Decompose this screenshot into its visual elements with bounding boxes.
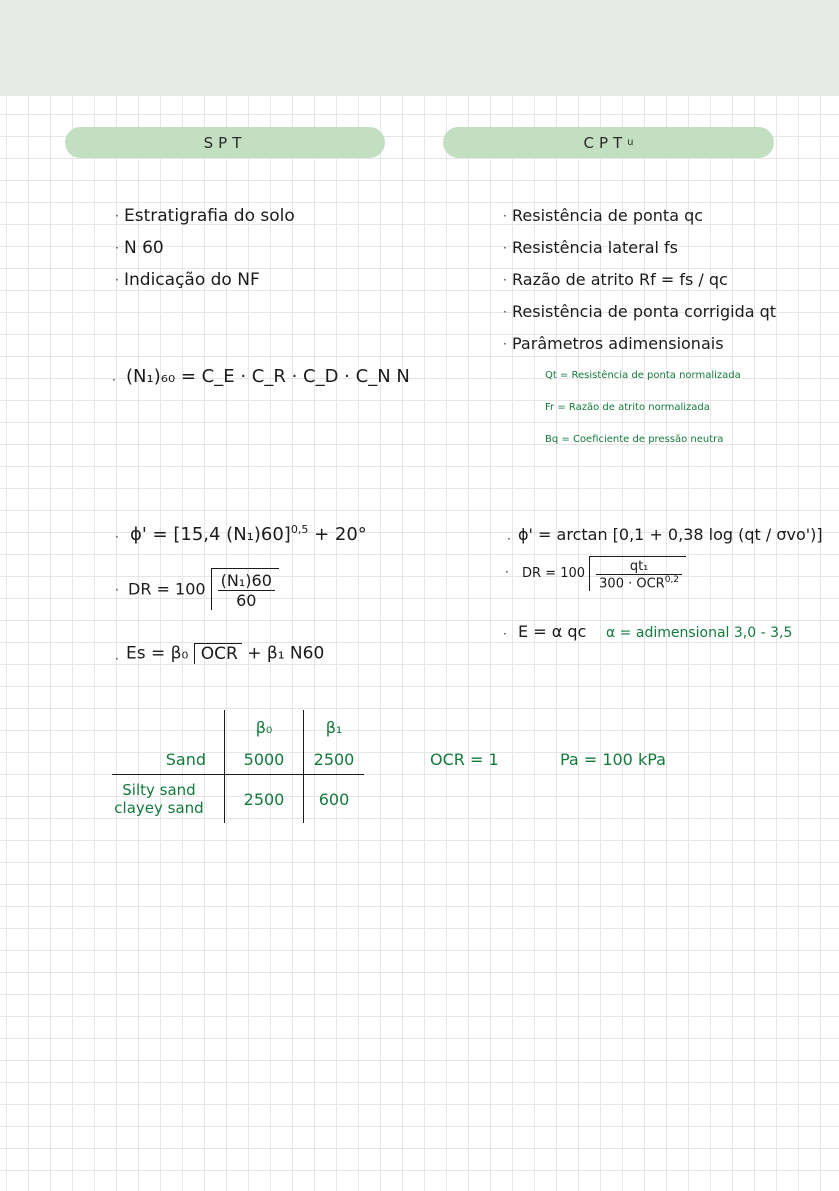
table-cell: 600: [304, 775, 365, 824]
phi-spt-exponent: 0,5: [290, 523, 309, 536]
bullet-dot: ·: [115, 241, 119, 255]
dr-spt-lhs: DR = 100: [128, 579, 206, 599]
formula-es: [126, 643, 324, 664]
es-tail: + β₁ N60: [247, 643, 325, 664]
cpt-item-5: Parâmetros adimensionais: [512, 334, 724, 353]
bullet-dot: ·: [507, 532, 511, 546]
bullet-dot: ·: [115, 652, 119, 666]
sqrt-symbol: [194, 643, 242, 664]
note-pa: Pa = 100 kPa: [560, 750, 666, 769]
cpt-header-label: CPT: [583, 133, 628, 152]
phi-spt-tail: + 20°: [314, 524, 367, 545]
bullet-dot: ·: [503, 305, 507, 319]
bullet-dot: ·: [503, 627, 507, 641]
top-band: [0, 0, 839, 96]
cpt-item-4: Resistência de ponta corrigida qt: [512, 302, 777, 321]
bullet-dot: ·: [503, 273, 507, 287]
dr-spt-numerator: (N₁)60: [218, 571, 275, 591]
sqrt-symbol: [211, 568, 279, 610]
dr-cpt-numerator: qt₁: [596, 559, 682, 575]
bullet-dot: ·: [115, 530, 119, 544]
table-cell: 5000: [225, 744, 304, 775]
dr-cpt-lhs: DR = 100: [522, 566, 586, 582]
phi-spt-main: ϕ' = [15,4 (N₁)60]: [130, 524, 291, 545]
dr-spt-denominator: 60: [236, 591, 257, 610]
note-ocr: OCR = 1: [430, 750, 499, 769]
bullet-dot: ·: [115, 583, 119, 597]
cpt-item-3: Razão de atrito Rf = fs / qc: [512, 270, 728, 289]
bullet-dot: ·: [503, 241, 507, 255]
table-header-b0: β₀: [225, 710, 304, 744]
cpt-param-qt: Qt = Resistência de ponta normalizada: [545, 370, 741, 381]
formula-e-cpt: E = α qc: [518, 622, 587, 641]
cpt-item-1: Resistência de ponta qc: [512, 206, 704, 225]
cpt-param-bq: Bq = Coeficiente de pressão neutra: [545, 434, 724, 445]
table-row-label: Silty sand clayey sand: [114, 781, 204, 817]
bullet-dot: ·: [503, 209, 507, 223]
spt-item-1: Estratigrafia do solo: [124, 206, 295, 226]
es-lhs: Es = β₀: [126, 643, 189, 664]
dr-cpt-den-text: 300 · OCR: [599, 576, 665, 592]
spt-item-3: Indicação do NF: [124, 270, 260, 290]
cpt-header-subscript: u: [627, 137, 634, 148]
dr-cpt-exponent: 0,2: [664, 575, 680, 585]
table-cell: 2500: [225, 775, 304, 824]
formula-dr-cpt: [522, 556, 686, 591]
table-row-label: Sand: [112, 744, 225, 775]
dr-cpt-fraction: [596, 559, 682, 591]
formula-n160: (N₁)₆₀ = C_E · C_R · C_D · C_N N: [126, 366, 410, 387]
bullet-dot: ·: [112, 373, 116, 387]
spt-item-2: N 60: [124, 238, 164, 258]
formula-phi-cpt: ϕ' = arctan [0,1 + 0,38 log (qt / σvo')]: [518, 525, 823, 544]
dr-spt-fraction: [218, 571, 275, 610]
cpt-item-2: Resistência lateral fs: [512, 238, 678, 257]
spt-header: [65, 127, 385, 158]
alpha-note: α = adimensional 3,0 - 3,5: [606, 625, 793, 641]
table-corner: [112, 710, 225, 744]
bullet-dot: ·: [503, 337, 507, 351]
es-sqrt-arg: OCR: [200, 644, 238, 664]
bullet-dot: ·: [115, 273, 119, 287]
formula-phi-spt: [130, 523, 367, 545]
table-header-b1: β₁: [304, 710, 365, 744]
bullet-dot: ·: [505, 565, 509, 579]
cpt-header: [443, 127, 774, 158]
spt-header-label: SPT: [203, 133, 247, 152]
formula-dr-spt: [128, 568, 279, 610]
dr-cpt-denominator: [596, 575, 682, 591]
bullet-dot: ·: [115, 209, 119, 223]
beta-table: [112, 710, 364, 823]
sqrt-symbol: [589, 556, 686, 591]
cpt-param-fr: Fr = Razão de atrito normalizada: [545, 402, 710, 413]
table-cell: 2500: [304, 744, 365, 775]
